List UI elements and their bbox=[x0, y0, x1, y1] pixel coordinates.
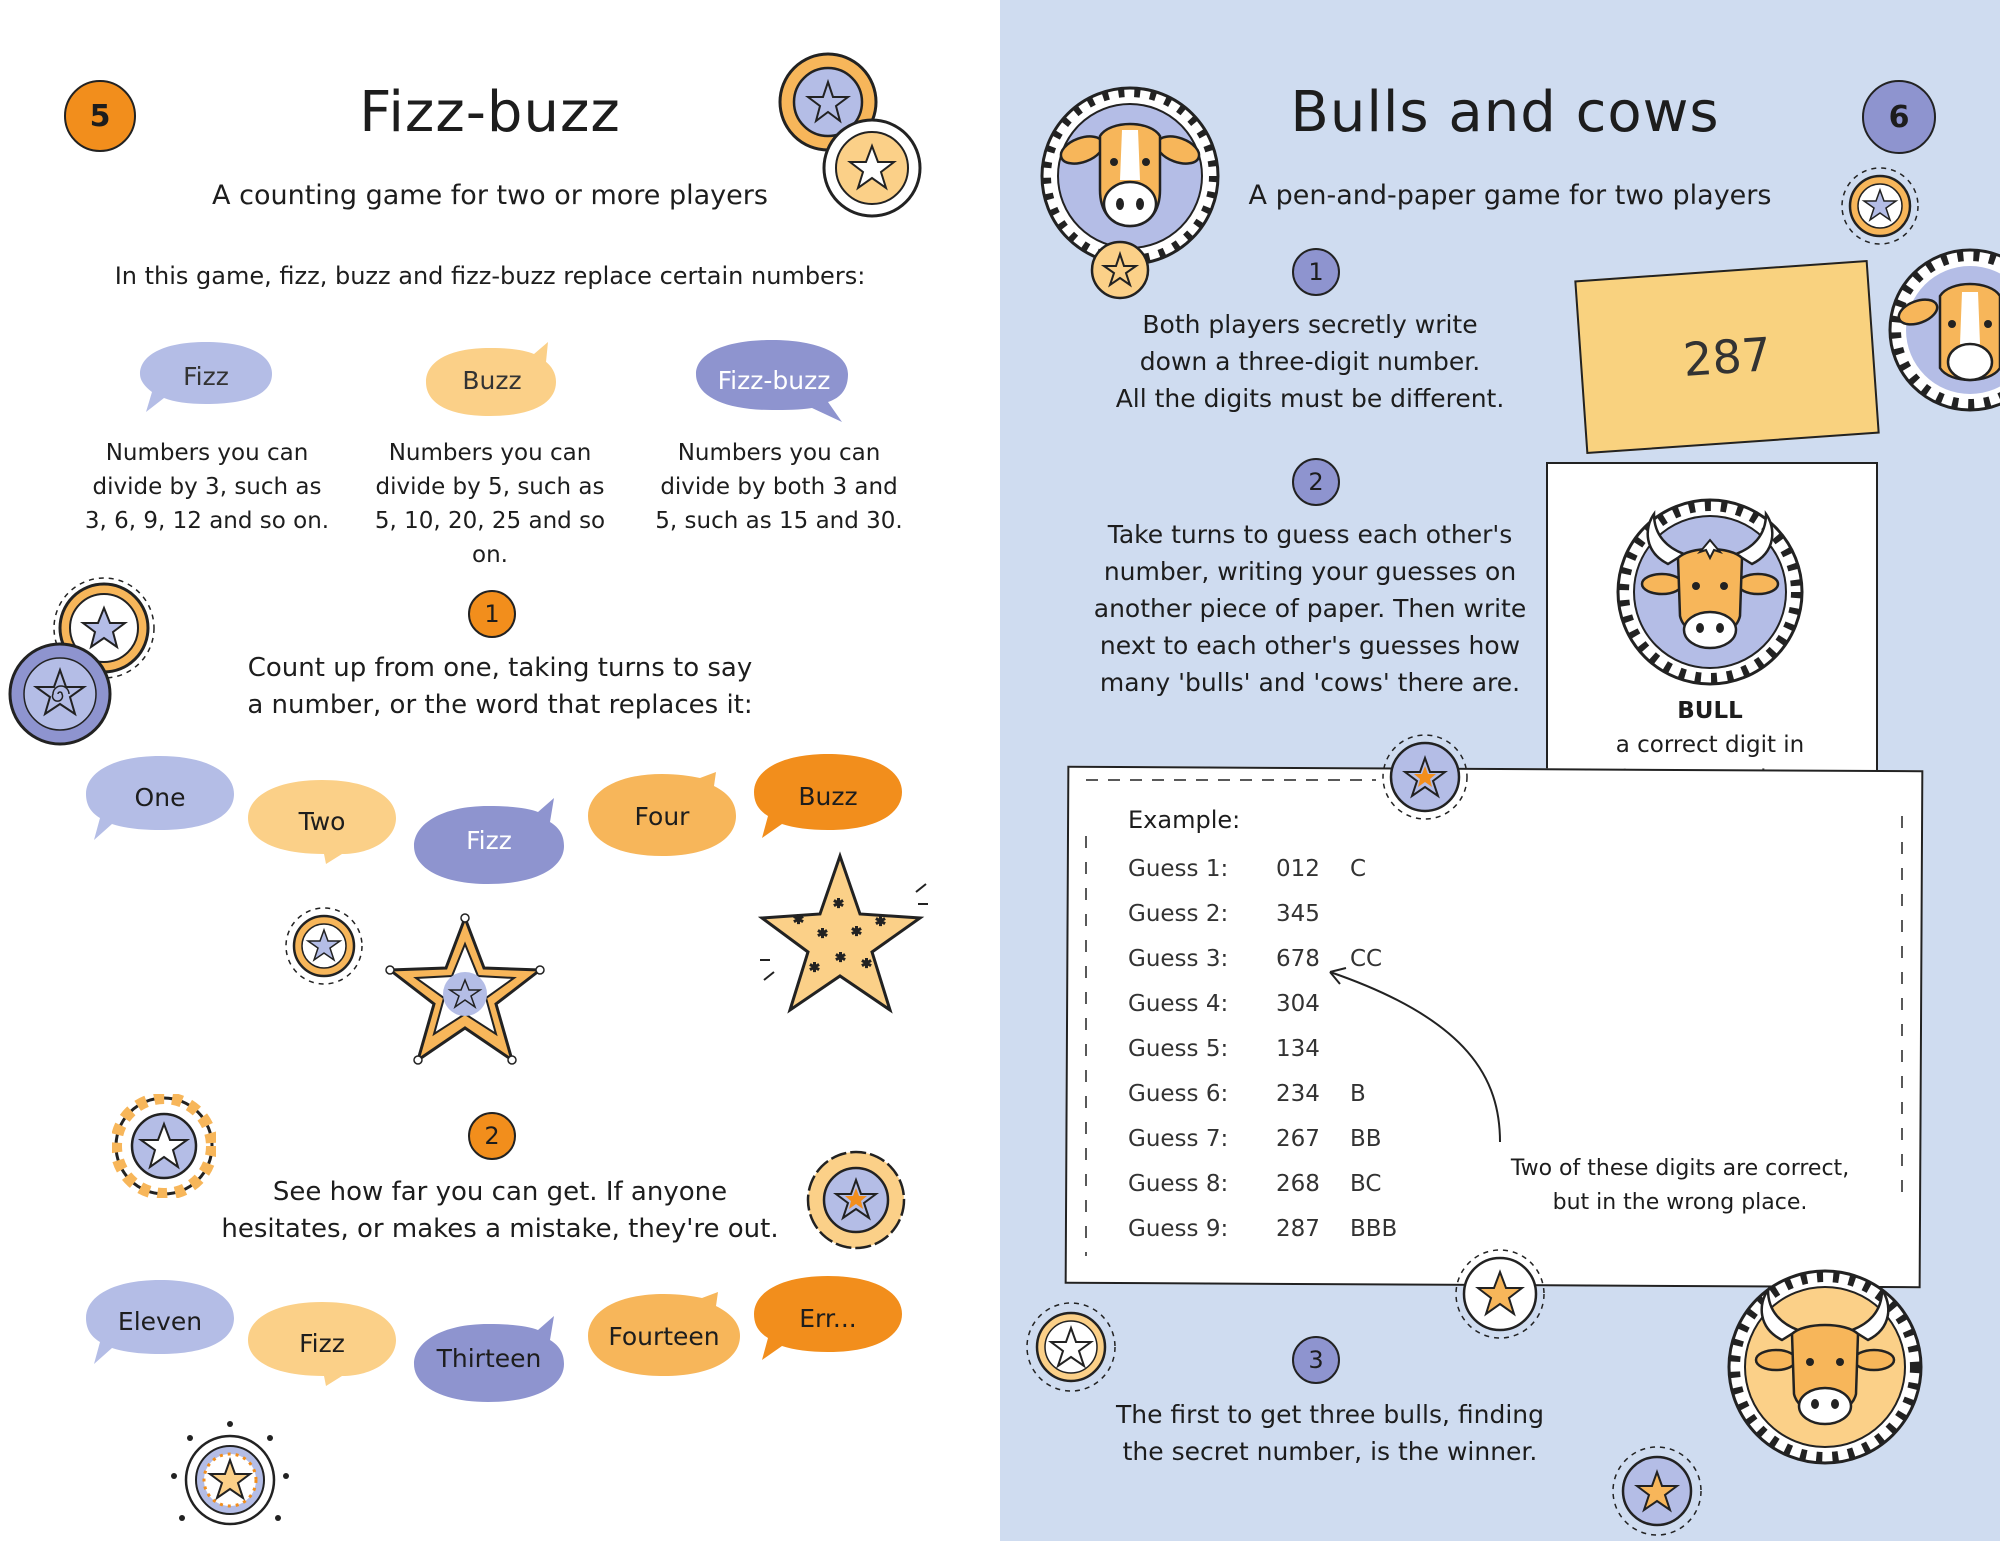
step-2-badge: 2 bbox=[1292, 458, 1340, 506]
guess-label: Guess 2: bbox=[1128, 901, 1229, 927]
example-row bbox=[1128, 1171, 1228, 1197]
speech-bubble-fizz bbox=[412, 794, 566, 886]
guess-value: 345 bbox=[1276, 901, 1320, 927]
step-3-badge: 3 bbox=[1292, 1336, 1340, 1384]
svg-text:*: * bbox=[852, 924, 861, 945]
step-2-line: Take turns to guess each other's bbox=[1107, 520, 1513, 549]
svg-text:*: * bbox=[818, 926, 827, 947]
example-row bbox=[1128, 1036, 1228, 1062]
guess-score: B bbox=[1350, 1081, 1366, 1107]
page-subtitle: A counting game for two or more players bbox=[212, 180, 768, 211]
step-3-text bbox=[1060, 1396, 1600, 1470]
cow-medallion-icon bbox=[1030, 80, 1240, 310]
speech-bubble-two bbox=[246, 776, 398, 866]
bottom-right-star-coin-icon bbox=[1610, 1444, 1704, 1538]
example-row bbox=[1128, 991, 1228, 1017]
buzz-desc-line: 5, 10, 20, 25 and so on. bbox=[374, 508, 606, 568]
sheriff-star-icon bbox=[380, 910, 550, 1070]
step-3-line: the secret number, is the winner. bbox=[1122, 1437, 1538, 1466]
speech-bubble-four bbox=[586, 770, 738, 862]
page-title: Bulls and cows bbox=[1290, 80, 1720, 145]
bottom-mid-star-coin-icon bbox=[1452, 1246, 1548, 1342]
guess-score: BB bbox=[1350, 1126, 1382, 1152]
step-3-line: The first to get three bulls, finding bbox=[1115, 1400, 1544, 1429]
speech-bubble-eleven bbox=[84, 1276, 236, 1366]
guess-value: 134 bbox=[1276, 1036, 1320, 1062]
step-1-badge: 1 bbox=[1292, 248, 1340, 296]
guess-score: BC bbox=[1350, 1171, 1382, 1197]
guess-value: 678 bbox=[1276, 946, 1320, 972]
bottom-left-star-coin-icon bbox=[1024, 1300, 1118, 1394]
guess-label: Guess 8: bbox=[1128, 1171, 1229, 1197]
buzz-desc-line: Numbers you can bbox=[388, 440, 592, 466]
speech-bubble-fourteen bbox=[586, 1290, 742, 1382]
bubble-label: Fizz bbox=[299, 1328, 345, 1358]
dotted-star-coin-icon bbox=[160, 1414, 300, 1534]
guess-value: 012 bbox=[1276, 856, 1320, 882]
fizz-desc-line: Numbers you can bbox=[105, 440, 309, 466]
annotation-line: but in the wrong place. bbox=[1552, 1190, 1808, 1215]
right-page bbox=[1000, 0, 2000, 1541]
guess-label: Guess 5: bbox=[1128, 1036, 1229, 1062]
patterned-star-icon bbox=[758, 848, 928, 1018]
bubble-label: Two bbox=[298, 806, 346, 836]
example-row bbox=[1128, 1126, 1228, 1152]
fizz-bubble bbox=[138, 338, 274, 414]
guess-value: 267 bbox=[1276, 1126, 1320, 1152]
annotation-line: Two of these digits are correct, bbox=[1510, 1156, 1850, 1181]
step-1-line: All the digits must be different. bbox=[1115, 384, 1505, 413]
example-row bbox=[1128, 1216, 1228, 1242]
small-star-coin-icon bbox=[1838, 164, 1922, 248]
bubble-label: One bbox=[134, 782, 186, 812]
step-1-text bbox=[200, 650, 800, 724]
speech-bubble-one bbox=[84, 752, 236, 842]
cow-corner-icon bbox=[1840, 248, 2000, 418]
guess-value: 287 bbox=[1276, 1216, 1320, 1242]
guess-label: Guess 7: bbox=[1128, 1126, 1229, 1152]
page-number-badge: 6 bbox=[1862, 80, 1936, 154]
step-2-line: another piece of paper. Then write bbox=[1093, 594, 1527, 623]
step-1-line: Both players secretly write bbox=[1142, 310, 1478, 339]
fizz-desc-line: 3, 6, 9, 12 and so on. bbox=[84, 508, 330, 534]
bubble-label: Eleven bbox=[117, 1306, 203, 1336]
fizz-word: Fizz bbox=[183, 361, 229, 391]
example-row bbox=[1128, 856, 1228, 882]
fizz-buzz-bubble bbox=[694, 336, 854, 424]
guess-label: Guess 3: bbox=[1128, 946, 1229, 972]
fizz-buzz-desc-line: divide by both 3 and bbox=[660, 474, 898, 500]
bubble-label: Buzz bbox=[798, 781, 858, 811]
speech-bubble-err bbox=[752, 1272, 904, 1364]
svg-text:*: * bbox=[794, 912, 803, 933]
speech-bubble-fizz-2 bbox=[246, 1298, 398, 1388]
fizz-buzz-desc-line: Numbers you can bbox=[677, 440, 881, 466]
fizz-buzz-desc-line: 5, such as 15 and 30. bbox=[655, 508, 903, 534]
bull-bottom-medallion-icon bbox=[1720, 1262, 1930, 1472]
speech-bubble-thirteen bbox=[412, 1312, 566, 1404]
step-2-line: hesitates, or makes a mistake, they're out. bbox=[221, 1214, 779, 1244]
star-coins-icon bbox=[770, 50, 930, 230]
guess-label: Guess 1: bbox=[1128, 856, 1229, 882]
fizz-buzz-description bbox=[648, 436, 910, 538]
step-1-text bbox=[1100, 306, 1520, 417]
page-title: Fizz-buzz bbox=[359, 80, 621, 145]
spiral-coins-icon bbox=[4, 572, 164, 752]
buzz-desc-line: divide by 5, such as bbox=[375, 474, 605, 500]
step-2-text bbox=[190, 1174, 810, 1248]
guess-value: 304 bbox=[1276, 991, 1320, 1017]
step-2-line: many 'bulls' and 'cows' there are. bbox=[1099, 668, 1521, 697]
guess-score: CC bbox=[1350, 946, 1383, 972]
star-coin-icon bbox=[282, 904, 366, 988]
intro-text: In this game, fizz, buzz and fizz-buzz replace certain numbers: bbox=[114, 262, 866, 290]
example-heading: Example: bbox=[1128, 806, 1241, 834]
page-subtitle: A pen-and-paper game for two players bbox=[1248, 180, 1772, 211]
step-2-line: next to each other's guesses how bbox=[1099, 631, 1521, 660]
example-row bbox=[1128, 946, 1228, 972]
fizz-buzz-word: Fizz-buzz bbox=[717, 365, 831, 395]
step-2-badge: 2 bbox=[468, 1112, 516, 1160]
svg-text:*: * bbox=[834, 896, 843, 917]
fizz-description bbox=[80, 436, 334, 538]
svg-text:*: * bbox=[810, 960, 819, 981]
buzz-bubble bbox=[424, 340, 560, 420]
step-1-line: a number, or the word that replaces it: bbox=[247, 690, 753, 720]
bubble-label: Four bbox=[634, 801, 690, 831]
guess-label: Guess 9: bbox=[1128, 1216, 1229, 1242]
bubble-label: Err... bbox=[799, 1303, 857, 1333]
bubble-label: Thirteen bbox=[436, 1343, 542, 1373]
svg-text:*: * bbox=[836, 950, 845, 971]
buzz-description bbox=[360, 436, 620, 572]
bull-face-icon bbox=[1610, 492, 1810, 692]
buzz-word: Buzz bbox=[462, 365, 522, 395]
bull-label: BULL bbox=[1677, 698, 1743, 724]
annotation-arrow bbox=[1300, 960, 1520, 1150]
secret-number: 287 bbox=[1681, 327, 1773, 387]
guess-value: 268 bbox=[1276, 1171, 1320, 1197]
page-number-badge: 5 bbox=[64, 80, 136, 152]
step-1-line: Count up from one, taking turns to say bbox=[247, 653, 753, 683]
secret-number-card bbox=[1574, 260, 1879, 454]
step-2-line: See how far you can get. If anyone bbox=[272, 1177, 728, 1207]
guess-label: Guess 6: bbox=[1128, 1081, 1229, 1107]
speech-bubble-buzz bbox=[752, 750, 904, 842]
step-2-text bbox=[1060, 516, 1560, 701]
example-row bbox=[1128, 1081, 1228, 1107]
flower-coin-icon bbox=[804, 1148, 908, 1252]
guess-score: BBB bbox=[1350, 1216, 1398, 1242]
fizz-desc-line: divide by 3, such as bbox=[92, 474, 322, 500]
guess-label: Guess 4: bbox=[1128, 991, 1229, 1017]
bubble-label: Fizz bbox=[466, 825, 512, 855]
step-1-line: down a three-digit number. bbox=[1139, 347, 1481, 376]
example-row bbox=[1128, 901, 1228, 927]
bull-desc-line: a correct digit in bbox=[1615, 732, 1805, 758]
step-1-badge: 1 bbox=[468, 590, 516, 638]
bubble-label: Fourteen bbox=[608, 1321, 720, 1351]
step-2-line: number, writing your guesses on bbox=[1103, 557, 1517, 586]
svg-text:*: * bbox=[876, 914, 885, 935]
guess-value: 234 bbox=[1276, 1081, 1320, 1107]
guess-score: C bbox=[1350, 856, 1367, 882]
example-star-coin-icon bbox=[1380, 732, 1470, 822]
svg-text:*: * bbox=[862, 956, 871, 977]
annotation-text bbox=[1480, 1152, 1880, 1220]
